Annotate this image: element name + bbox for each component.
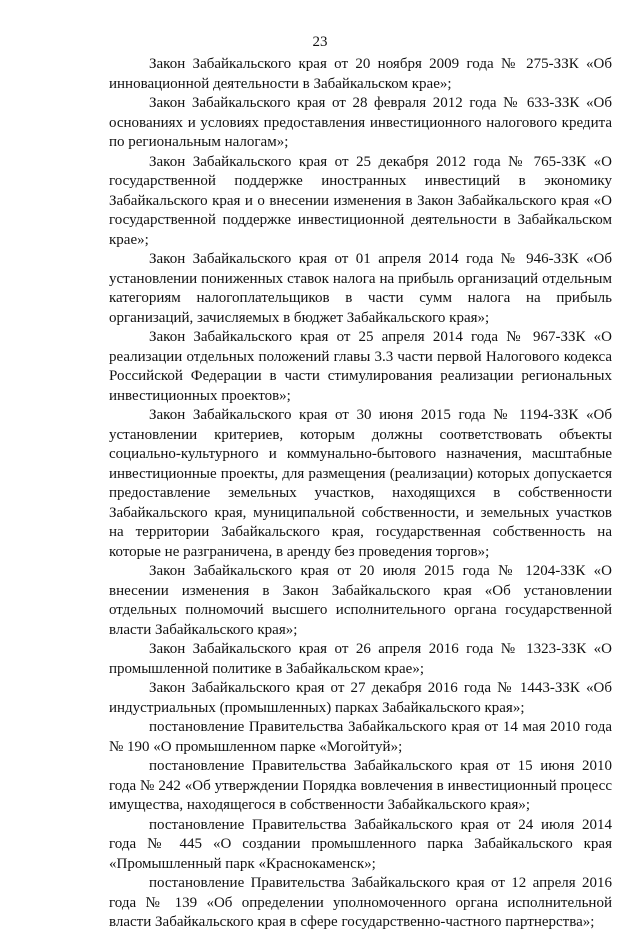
paragraph-law-275: Закон Забайкальского края от 20 ноября 2009 года № 275-ЗЗК «Об инновационной деятельности в Забайкальском крае»;	[109, 56, 612, 92]
paragraph-resolution-139: постановление Правительства Забайкальского края от 12 апреля 2016 года № 139 «Об определении уполномоченного органа исполнительной власти Забайкальского края в сфере государственно-частного партнерства»;	[109, 875, 612, 930]
paragraph-law-633: Закон Забайкальского края от 28 февраля 2012 года № 633-ЗЗК «Об основаниях и условиях предоставления инвестиционного налогового кредита по региональным налогам»;	[109, 95, 612, 150]
paragraph-resolution-190: постановление Правительства Забайкальского края от 14 мая 2010 года № 190 «О промышленном парке «Могойтуй»;	[109, 719, 612, 755]
paragraph-law-967: Закон Забайкальского края от 25 апреля 2014 года № 967-ЗЗК «О реализации отдельных положений главы 3.3 части первой Налогового кодекса Российской Федерации в части стимулирования реализации региональных инвестиционных проектов»;	[109, 329, 612, 404]
paragraph-resolution-242: постановление Правительства Забайкальского края от 15 июня 2010 года № 242 «Об утверждении Порядка вовлечения в инвестиционный процесс имущества, находящегося в собственности Забайкальского края»;	[109, 758, 612, 813]
page-number: 23	[312, 34, 328, 50]
paragraph-law-765: Закон Забайкальского края от 25 декабря 2012 года № 765-ЗЗК «О государственной поддержке иностранных инвестиций в экономику Забайкальского края и о внесении изменения в Закон Забайкальского края «О государственной поддержке инвестиционной деятельности в Забайкальском крае»;	[109, 153, 612, 248]
document-body	[109, 55, 612, 933]
paragraph-law-946: Закон Забайкальского края от 01 апреля 2014 года № 946-ЗЗК «Об установлении пониженных ставок налога на прибыль организаций отдельным категориям налогоплательщиков в части сумм налога на прибыль организаций, зачисляемых в бюджет Забайкальского края»;	[109, 251, 612, 326]
paragraph-law-1194: Закон Забайкальского края от 30 июня 2015 года № 1194-ЗЗК «Об установлении критериев, которым должны соответствовать объекты социально-культурного и коммунально-бытового назначения, масштабные инвестиционные проекты, для размещения (реализации) которых допускается предоставление земельных участков, находящихся в собственности Забайкальского края, муниципальной собственности, и земельных участков на территории Забайкальского края, государственная собственность на которые не разграничена, в аренду без проведения торгов»;	[109, 407, 612, 560]
paragraph-law-1204: Закон Забайкальского края от 20 июля 2015 года № 1204-ЗЗК «О внесении изменения в Закон Забайкальского края «Об установлении отдельных полномочий высшего исполнительного органа государственной власти Забайкальского края»;	[109, 563, 612, 638]
paragraph-law-1323: Закон Забайкальского края от 26 апреля 2016 года № 1323-ЗЗК «О промышленной политике в Забайкальском крае»;	[109, 641, 612, 677]
paragraph-law-1443: Закон Забайкальского края от 27 декабря 2016 года № 1443-ЗЗК «Об индустриальных (промышленных) парках Забайкальского края»;	[109, 680, 612, 716]
paragraph-resolution-445: постановление Правительства Забайкальского края от 24 июля 2014 года № 445 «О создании промышленного парка Забайкальского края «Промышленный парк «Краснокаменск»;	[109, 816, 612, 872]
